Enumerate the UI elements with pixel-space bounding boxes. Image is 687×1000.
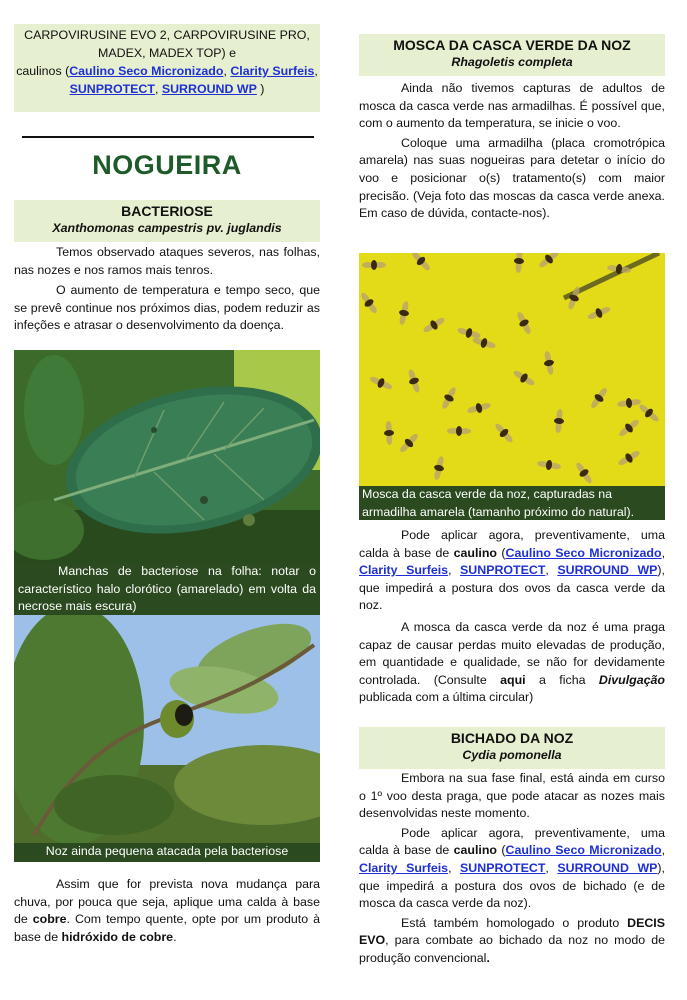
trap-caption (359, 486, 665, 520)
mosca-text (359, 80, 665, 223)
section-title: NOGUEIRA (92, 150, 242, 180)
separator: , (661, 843, 666, 858)
text-run: , para combate ao bichado da noz no modo de produção convencional (359, 933, 665, 965)
link-surround-wp[interactable]: SURROUND WP (557, 860, 658, 875)
bichado-paragraph-2 (359, 825, 665, 913)
trap-caption-text: Mosca da casca verde da noz, capturadas na armadilha amarela (tamanho próximo do natural). (362, 487, 635, 519)
leaf-caption-text: Manchas de bacteriose na folha: notar o característico halo clorótico (amarelado) em volta da necrose mais escura) (18, 564, 316, 614)
text-run: ), que impedirá a postura dos ovos de bichado (e de mosca da casca verde da noz). (359, 860, 665, 911)
link-caulino-seco[interactable]: Caulino Seco Micronizado (69, 64, 224, 78)
cobre-bold: cobre (32, 912, 67, 927)
link-sunprotect[interactable]: SUNPROTECT (460, 860, 546, 875)
separator: , (448, 563, 461, 578)
bichado-title: BICHADO DA NOZ (450, 730, 574, 746)
continued-products-box (14, 24, 320, 112)
products-line: CARPOVIRUSINE EVO 2, CARPOVIRUSINE PRO, MADEX, MADEX TOP) e (24, 28, 310, 60)
link-sunprotect[interactable]: SUNPROTECT (69, 82, 155, 96)
mosca-subtitle: Rhagoletis completa (451, 55, 573, 69)
yellow-trap-image (359, 253, 665, 486)
text-run: publicada com a última circular) (359, 690, 534, 705)
products-prefix: caulinos ( (16, 64, 70, 78)
mosca-header (359, 34, 665, 76)
leaf-image (14, 350, 320, 563)
bichado-paragraph-1: Embora na sua fase final, está ainda em curso o 1º voo desta praga, que pode atacar as nozes mais desenvolvidas neste momento. (359, 771, 665, 821)
caulino-bold: caulino (453, 545, 497, 560)
link-sunprotect[interactable]: SUNPROTECT (460, 563, 546, 578)
aqui-link[interactable]: aqui (500, 672, 526, 687)
bichado-paragraph-3 (359, 915, 665, 968)
bacteriose-subtitle: Xanthomonas campestris pv. juglandis (52, 221, 282, 235)
nut-caption-text: Noz ainda pequena atacada pela bacteriose (45, 844, 289, 858)
bacteriose-treatment (14, 876, 320, 946)
bacteriose-text (14, 244, 320, 335)
text-run: A mosca da casca verde da noz é uma praga capaz de causar perdas muito elevadas de produção, em quantidade e qualidade, se não for devidamente controlada. (Consulte (359, 619, 665, 687)
bacteriose-header (14, 200, 320, 242)
text-run: . (173, 929, 177, 944)
bichado-subtitle: Cydia pomonella (462, 748, 562, 762)
mosca-paragraph-3 (359, 527, 665, 615)
link-clarity-surfeis[interactable]: Clarity Surfeis (230, 64, 315, 78)
separator: , (661, 545, 666, 560)
products-suffix: ) (256, 82, 265, 96)
link-caulino-seco[interactable]: Caulino Seco Micronizado (505, 545, 662, 560)
text-run: a ficha (525, 672, 599, 687)
separator: , (314, 64, 318, 78)
text-run: Pode aplicar agora, preventivamente, uma calda à base de (359, 528, 665, 560)
text-run: Está também homologado o produto (401, 915, 628, 930)
text-run: Assim que for prevista nova mudança para chuva, por pouca que seja, aplique uma calda à base de (14, 877, 320, 927)
text-run: ( (497, 545, 506, 560)
text-run: . (486, 950, 490, 965)
separator: , (545, 563, 558, 578)
horizontal-divider (22, 136, 314, 138)
link-clarity-surfeis[interactable]: Clarity Surfeis (359, 563, 449, 578)
nut-caption (14, 843, 320, 862)
trap-photo (359, 253, 665, 486)
decis-evo-bold: DECIS EVO (359, 915, 665, 948)
text-run: . Com tempo quente, opte por um produto à base de (14, 912, 320, 944)
nut-image (14, 615, 320, 843)
separator: , (154, 82, 162, 96)
leaf-caption (14, 563, 320, 615)
hidroxido-bold: hidróxido de cobre (61, 929, 174, 944)
mosca-treatment (359, 527, 665, 707)
text-run: ), que impedirá a postura dos ovos da casca verde da noz. (359, 563, 665, 613)
mosca-paragraph-2: Coloque uma armadilha (placa cromotrópica amarela) nas suas nogueiras para detetar o início do voo e posicionar o(s) tratamento(s) com maior precisão. (Veja foto das moscas da casca verde anexa. Em caso de dúvida, contacte-nos). (359, 135, 665, 221)
bichado-header (359, 727, 665, 769)
bacteriose-paragraph-3 (14, 876, 320, 946)
nut-photo (14, 615, 320, 843)
text-run: ( (497, 843, 506, 858)
link-clarity-surfeis[interactable]: Clarity Surfeis (359, 860, 449, 875)
divulgacao-italic: Divulgação (598, 672, 665, 687)
bacteriose-paragraph-2: O aumento de temperatura e tempo seco, que se prevê continue nos próximos dias, podem reduzir as infeções e atrasar o desenvolvimento da doença. (14, 283, 320, 333)
caulino-bold: caulino (453, 843, 497, 858)
separator: , (223, 64, 231, 78)
link-surround-wp[interactable]: SURROUND WP (161, 82, 257, 96)
separator: , (545, 860, 558, 875)
bacteriose-paragraph-1: Temos observado ataques severos, nas folhas, nas nozes e nos ramos mais tenros. (14, 245, 320, 277)
leaf-photo (14, 350, 320, 563)
bichado-text (359, 770, 665, 968)
bacteriose-title: BACTERIOSE (121, 203, 213, 219)
mosca-paragraph-1: Ainda não tivemos capturas de adultos de mosca da casca verde nas armadilhas. É possível que, com o aumento da temperatura, se inicie o voo. (359, 81, 665, 131)
link-caulino-seco[interactable]: Caulino Seco Micronizado (505, 843, 662, 858)
separator: , (448, 860, 461, 875)
mosca-title: MOSCA DA CASCA VERDE DA NOZ (393, 37, 631, 53)
text-run: Pode aplicar agora, preventivamente, uma calda à base de (359, 825, 665, 858)
link-surround-wp[interactable]: SURROUND WP (557, 563, 658, 578)
mosca-paragraph-4 (359, 619, 665, 707)
